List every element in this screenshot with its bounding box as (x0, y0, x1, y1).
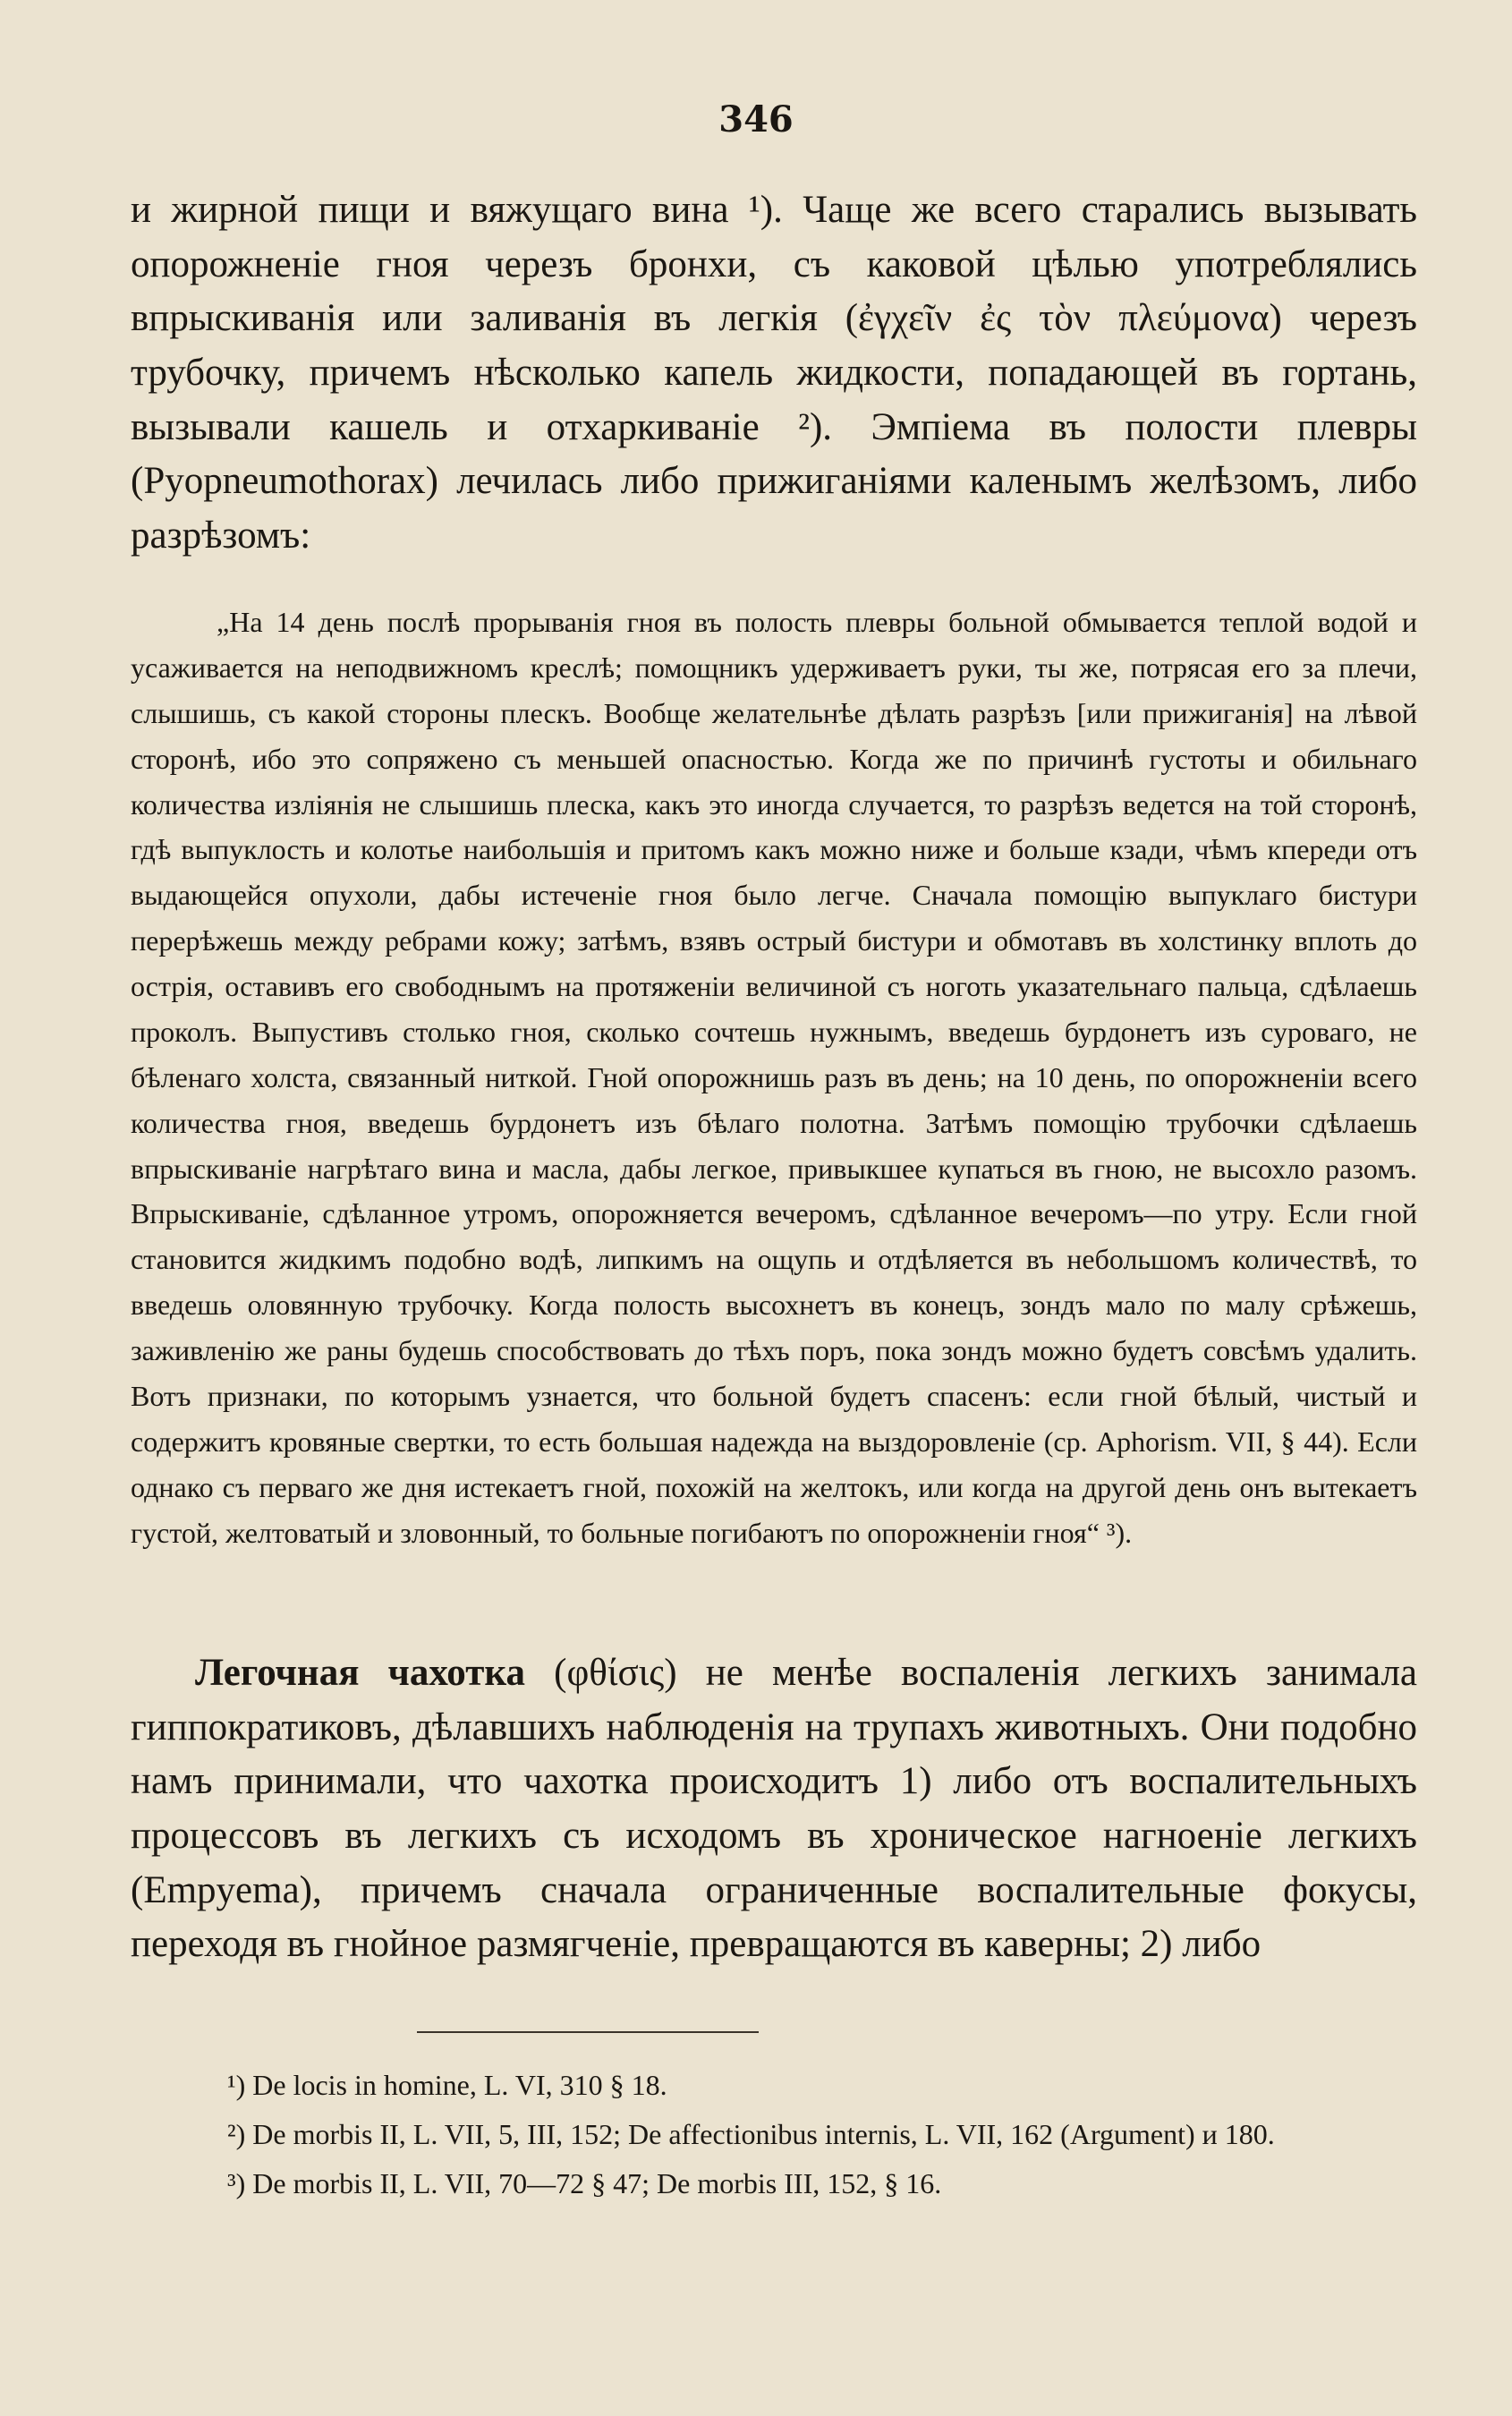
footnote-text: De morbis II, L. VII, 5, III, 152; De affectionibus internis, L. VII, 162 (Argument) и 180. (252, 2118, 1275, 2151)
page-number: 346 (718, 98, 794, 140)
footnote-text: De locis in homine, L. VI, 310 § 18. (252, 2069, 667, 2101)
footnote-1 (131, 2063, 1417, 2108)
footnote-mark: ²) (227, 2118, 246, 2151)
paragraph-2-lead: Легочная чахотка (195, 1652, 525, 1694)
paragraph-1: и жирной пищи и вяжущаго вина ¹). Чаще же всего старались вызывать опорожненіе гноя черезъ бронхи, съ каковой цѣлью употреблялись впрыскиванія или заливанія въ легкія (ἐγχεῖν ἐς τὸν πλεύμονα) черезъ трубочку, причемъ нѣсколько капель жидкости, попадающей въ гортань, вызывали кашель и отхаркиваніе ²). Эмпіема въ полости плевры (Pyopneumothorax) лечилась либо прижиганіями каленымъ желѣзомъ, либо разрѣзомъ: (131, 189, 1417, 557)
footnote-2 (131, 2112, 1417, 2157)
footnote-divider (417, 2031, 759, 2033)
paragraph-2-text: (φθίσις) не менѣе воспаленія легкихъ занимала гиппократиковъ, дѣлавшихъ наблюденія на трупахъ животныхъ. Они подобно намъ принимали, что чахотка происходитъ 1) либо отъ воспалительныхъ процессовъ въ легкихъ съ исходомъ въ хроническое нагноеніе легкихъ (Empyema), причемъ сначала ограниченные воспалительные фокусы, переходя въ гнойное размягченіе, превращаются въ каверны; 2) либо (131, 1652, 1417, 1966)
footnote-3 (131, 2161, 1417, 2207)
quoted-passage: „На 14 день послѣ прорыванія гноя въ полость плевры больной обмывается теплой водой и усаживается на неподвижномъ креслѣ; помощникъ удерживаетъ руки, ты же, потрясая его за плечи, слышишь, съ какой стороны плескъ. Вообще желательнѣе дѣлать разрѣзъ [или прижиганія] на лѣвой сторонѣ, ибо это сопряжено съ меньшей опасностью. Когда же по причинѣ густоты и обильнаго количества излiянія не слышишь плеска, какъ это иногда случается, то разрѣзъ ведется на той сторонѣ, гдѣ выпуклость и колотье наибольшія и притомъ какъ можно ниже и больше кзади, чѣмъ кпереди отъ выдающейся опухоли, дабы истеченіе гноя было легче. Сначала помощію выпуклаго бистури перерѣжешь между ребрами кожу; затѣмъ, взявъ острый бистури и обмотавъ въ холстинку вплоть до острія, оставивъ его свободнымъ на протяженіи величиной съ ноготь указательнаго пальца, сдѣлаешь проколъ. Выпустивъ столько гноя, сколько сочтешь нужнымъ, введешь бурдонетъ изъ суроваго, не бѣленаго холста, связанный ниткой. Гной опорожнишь разъ въ день; на 10 день, по опорожненіи всего количества гноя, введешь бурдонетъ изъ бѣлаго полотна. Затѣмъ помощію трубочки сдѣлаешь впрыскиваніе нагрѣтаго вина и масла, дабы легкое, привыкшее купаться въ гною, не высохло разомъ. Впрыскиваніе, сдѣланное утромъ, опорожняется вечеромъ, сдѣланное вечеромъ—по утру. Если гной становится жидкимъ подобно водѣ, липкимъ на ощупь и отдѣляется въ небольшомъ количествѣ, то введешь оловянную трубочку. Когда полость высохнетъ въ конецъ, зондъ мало по малу срѣжешь, заживленію же раны будешь способствовать до тѣхъ поръ, пока зондъ можно будетъ совсѣмъ удалить. Вотъ признаки, по которымъ узнается, что больной будетъ спасенъ: если гной бѣлый, чистый и содержитъ кровяные свертки, то есть большая надежда на выздоровленіе (ср. Aphorism. VII, § 44). Если однако съ перваго же дня истекаетъ гной, похожій на желтокъ, или когда на другой день онъ вытекаетъ густой, желтоватый и зловонный, то больные погибаютъ по опорожненіи гноя“ ³). (131, 606, 1417, 1549)
footnotes (131, 2063, 1417, 2211)
footnote-text: De morbis II, L. VII, 70—72 § 47; De morbis III, 152, § 16. (252, 2167, 942, 2200)
footnote-mark: ³) (227, 2167, 246, 2200)
footnote-mark: ¹) (227, 2069, 246, 2101)
paragraph-2 (131, 1646, 1417, 1972)
